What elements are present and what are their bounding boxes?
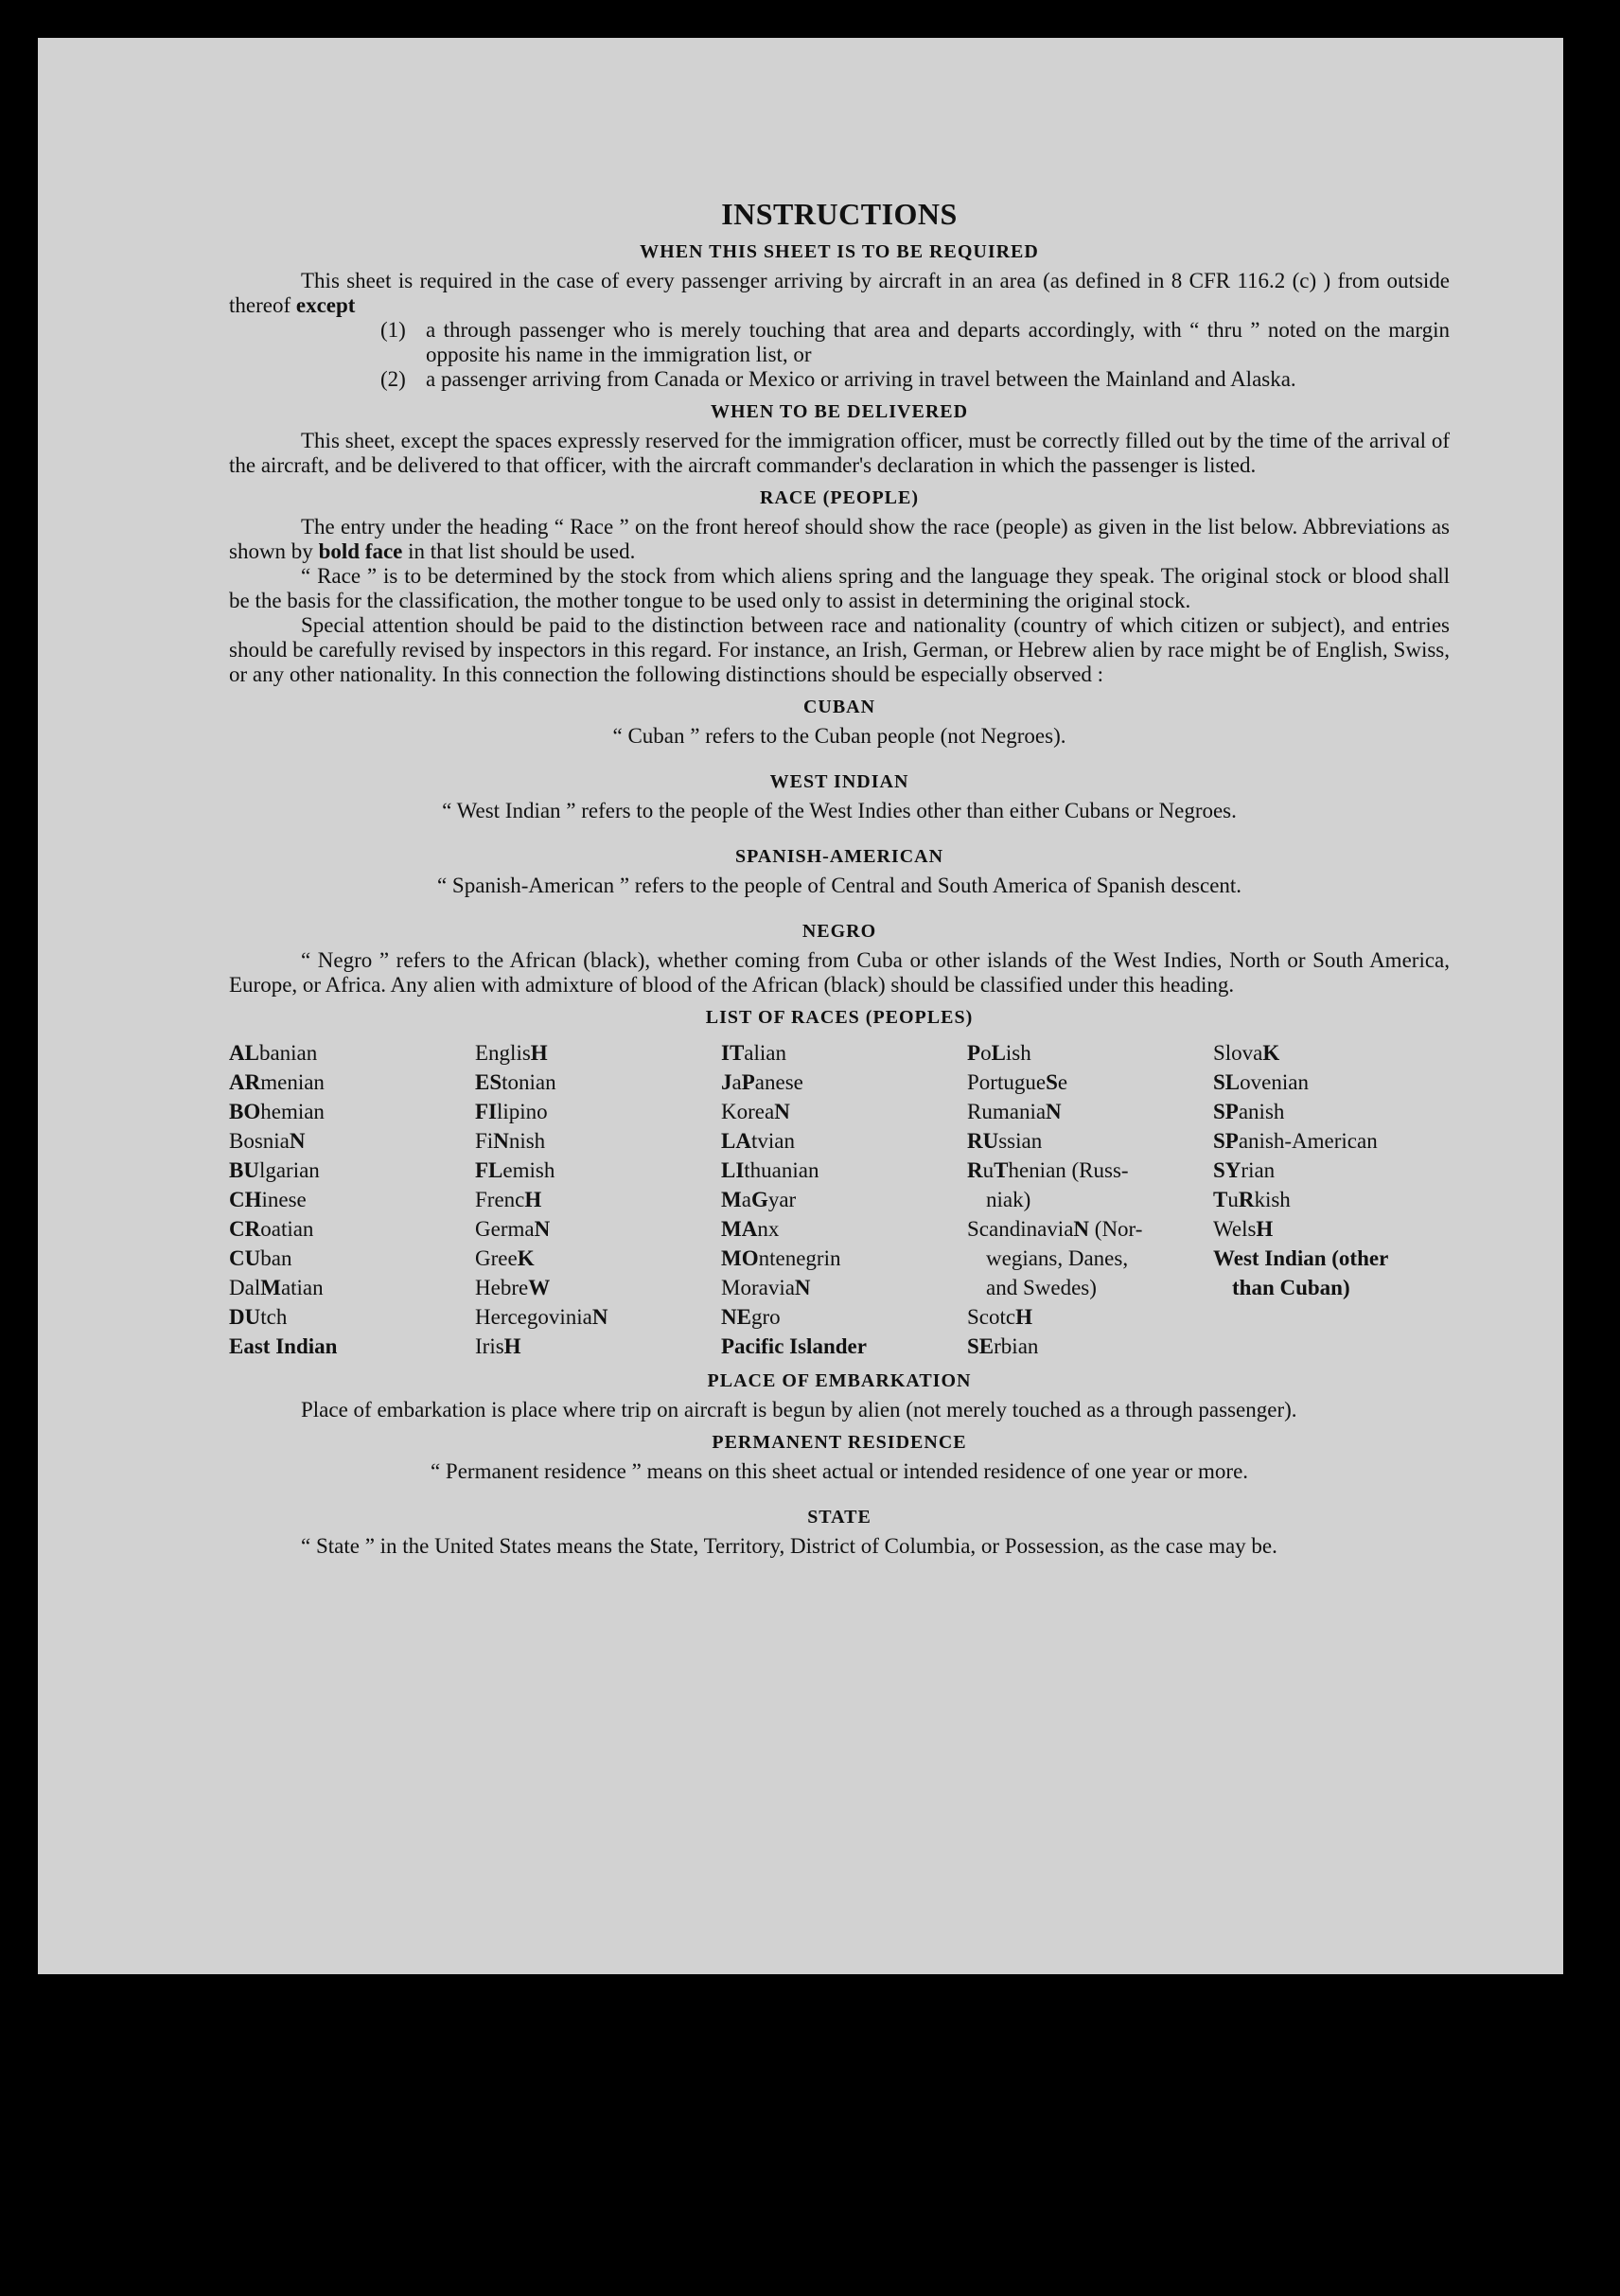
race-entry: ITalian bbox=[721, 1041, 786, 1065]
race-entry: wegians, Danes, bbox=[986, 1246, 1129, 1270]
race-column-1 bbox=[229, 1038, 466, 1361]
when-required-intro: This sheet is required in the case of every passenger arriving by aircraft in an area (as defined in 8 CFR 116.2 (c) ) from outside thereof except bbox=[229, 269, 1450, 317]
race-entry: FLemish bbox=[475, 1158, 555, 1182]
page-title: INSTRUCTIONS bbox=[721, 197, 958, 231]
race-entry: ARmenian bbox=[229, 1070, 325, 1094]
race-entry: RumaniaN bbox=[967, 1100, 1062, 1123]
heading-cuban: CUBAN bbox=[802, 697, 876, 717]
heading-race: RACE (PEOPLE) bbox=[760, 487, 919, 508]
heading-embarkation: PLACE OF EMBARKATION bbox=[707, 1370, 972, 1391]
heading-state: STATE bbox=[807, 1507, 872, 1528]
race-entry: SlovaK bbox=[1213, 1041, 1280, 1065]
race-entry: PoLish bbox=[967, 1041, 1031, 1065]
race-entry: EnglisH bbox=[475, 1041, 548, 1065]
race-entry: HebreW bbox=[475, 1276, 551, 1299]
race-entry: MAnx bbox=[721, 1217, 780, 1241]
embarkation-text: Place of embarkation is place where trip on aircraft is begun by alien (not merely touched as a through passenger). bbox=[301, 1398, 1297, 1422]
heading-spanish-american: SPANISH-AMERICAN bbox=[734, 846, 944, 867]
race-entry: SPanish bbox=[1213, 1100, 1285, 1123]
race-entry: BOhemian bbox=[229, 1100, 325, 1123]
race-entry: and Swedes) bbox=[986, 1276, 1097, 1299]
race-paragraph-3: Special attention should be paid to the distinction between race and nationality (country of which citizen or subject), and entries should be carefully revised by inspectors in this regard. For instance, an Irish, German, or Hebrew alien by race might be of English, Swiss, or any other nationality. In this connection the following distinctions should be especially observed : bbox=[229, 613, 1450, 686]
race-entry: MOntenegrin bbox=[721, 1246, 841, 1270]
race-entry: ScotcH bbox=[967, 1305, 1032, 1329]
document-sheet bbox=[38, 38, 1563, 1974]
race-entry: SPanish-American bbox=[1213, 1129, 1378, 1153]
race-entry: HercegoviniaN bbox=[475, 1305, 608, 1329]
race-entry: BUlgarian bbox=[229, 1158, 320, 1182]
race-entry: CUban bbox=[229, 1246, 292, 1270]
race-entry: CRoatian bbox=[229, 1217, 314, 1241]
heading-permanent-residence: PERMANENT RESIDENCE bbox=[712, 1432, 967, 1453]
race-entry: FiNnish bbox=[475, 1129, 546, 1153]
race-entry: KoreaN bbox=[721, 1100, 790, 1123]
exception-item-2: (2) a passenger arriving from Canada or Mexico or arriving in travel between the Mainland and Alaska. bbox=[380, 367, 1296, 391]
race-column-4 bbox=[967, 1038, 1204, 1361]
race-paragraph-1: The entry under the heading “ Race ” on the front hereof should show the race (people) as given in the list below. Abbreviations as shown by bold face in that list should be used. bbox=[229, 515, 1450, 563]
race-entry: JaPanese bbox=[721, 1070, 803, 1094]
race-entry: DUtch bbox=[229, 1305, 288, 1329]
race-entry: SErbian bbox=[967, 1334, 1039, 1358]
permanent-residence-text: “ Permanent residence ” means on this sheet actual or intended residence of one year or more. bbox=[430, 1459, 1249, 1483]
race-entry: RuThenian (Russ- bbox=[967, 1158, 1129, 1182]
race-entry: LAtvian bbox=[721, 1129, 795, 1153]
race-entry: FrencH bbox=[475, 1188, 542, 1211]
race-entry: MoraviaN bbox=[721, 1276, 811, 1299]
race-column-2 bbox=[475, 1038, 712, 1361]
race-entry: EStonian bbox=[475, 1070, 556, 1094]
race-entry: PortugueSe bbox=[967, 1070, 1068, 1094]
race-entry: LIthuanian bbox=[721, 1158, 819, 1182]
race-column-5 bbox=[1213, 1038, 1450, 1361]
race-entry: NEgro bbox=[721, 1305, 781, 1329]
race-entry: West Indian (other bbox=[1213, 1246, 1389, 1270]
race-column-3 bbox=[721, 1038, 958, 1361]
race-entry: East Indian bbox=[229, 1334, 338, 1358]
race-entry: CHinese bbox=[229, 1188, 307, 1211]
race-entry: WelsH bbox=[1213, 1217, 1274, 1241]
race-paragraph-2: “ Race ” is to be determined by the stock from which aliens spring and the language they speak. The original stock or blood shall be the basis for the classification, the mother tongue to be used only to assist in determining the original stock. bbox=[229, 564, 1450, 612]
when-delivered-text: This sheet, except the spaces expressly reserved for the immigration officer, must be correctly filled out by the time of the arrival of the aircraft, and be delivered to that officer, with the aircraft commander's declaration in which the passenger is listed. bbox=[229, 429, 1450, 477]
race-entry: than Cuban) bbox=[1232, 1276, 1350, 1299]
race-entry: DalMatian bbox=[229, 1276, 324, 1299]
heading-list-of-races: LIST OF RACES (PEOPLES) bbox=[705, 1007, 974, 1028]
race-entry: SYrian bbox=[1213, 1158, 1276, 1182]
race-entry: niak) bbox=[986, 1188, 1031, 1211]
race-entry: MaGyar bbox=[721, 1188, 797, 1211]
heading-when-delivered: WHEN TO BE DELIVERED bbox=[710, 401, 969, 422]
race-entry: FIlipino bbox=[475, 1100, 548, 1123]
negro-text: “ Negro ” refers to the African (black), whether coming from Cuba or other islands of the West Indies, North or South America, Europe, or Africa. Any alien with admixture of blood of the African (black) should be classified under this heading. bbox=[229, 948, 1450, 997]
state-text: “ State ” in the United States means the State, Territory, District of Columbia, or Possession, as the case may be. bbox=[301, 1534, 1277, 1558]
race-entry: RUssian bbox=[967, 1129, 1043, 1153]
exception-item-1: (1) a through passenger who is merely touching that area and departs accordingly, with “ thru ” noted on the margin opposite his name in the immigration list, or bbox=[380, 318, 1450, 366]
heading-west-indian: WEST INDIAN bbox=[769, 771, 909, 792]
instructions-content bbox=[229, 197, 1450, 1559]
race-entry: ScandinaviaN (Nor- bbox=[967, 1217, 1143, 1241]
race-entry: TuRkish bbox=[1213, 1188, 1291, 1211]
heading-when-required: WHEN THIS SHEET IS TO BE REQUIRED bbox=[640, 241, 1039, 262]
race-entry: IrisH bbox=[475, 1334, 521, 1358]
spanish-american-text: “ Spanish-American ” refers to the people of Central and South America of Spanish descent. bbox=[436, 874, 1242, 897]
race-entry: GreeK bbox=[475, 1246, 535, 1270]
race-entry: Pacific Islander bbox=[721, 1334, 867, 1358]
west-indian-text: “ West Indian ” refers to the people of the West Indies other than either Cubans or Negroes. bbox=[442, 799, 1237, 822]
race-entry: ALbanian bbox=[229, 1041, 318, 1065]
race-entry: SLovenian bbox=[1213, 1070, 1309, 1094]
race-entry: GermaN bbox=[475, 1217, 551, 1241]
cuban-text: “ Cuban ” refers to the Cuban people (not Negroes). bbox=[612, 724, 1066, 748]
race-list bbox=[229, 1038, 1450, 1361]
race-entry: BosniaN bbox=[229, 1129, 306, 1153]
heading-negro: NEGRO bbox=[801, 921, 877, 942]
